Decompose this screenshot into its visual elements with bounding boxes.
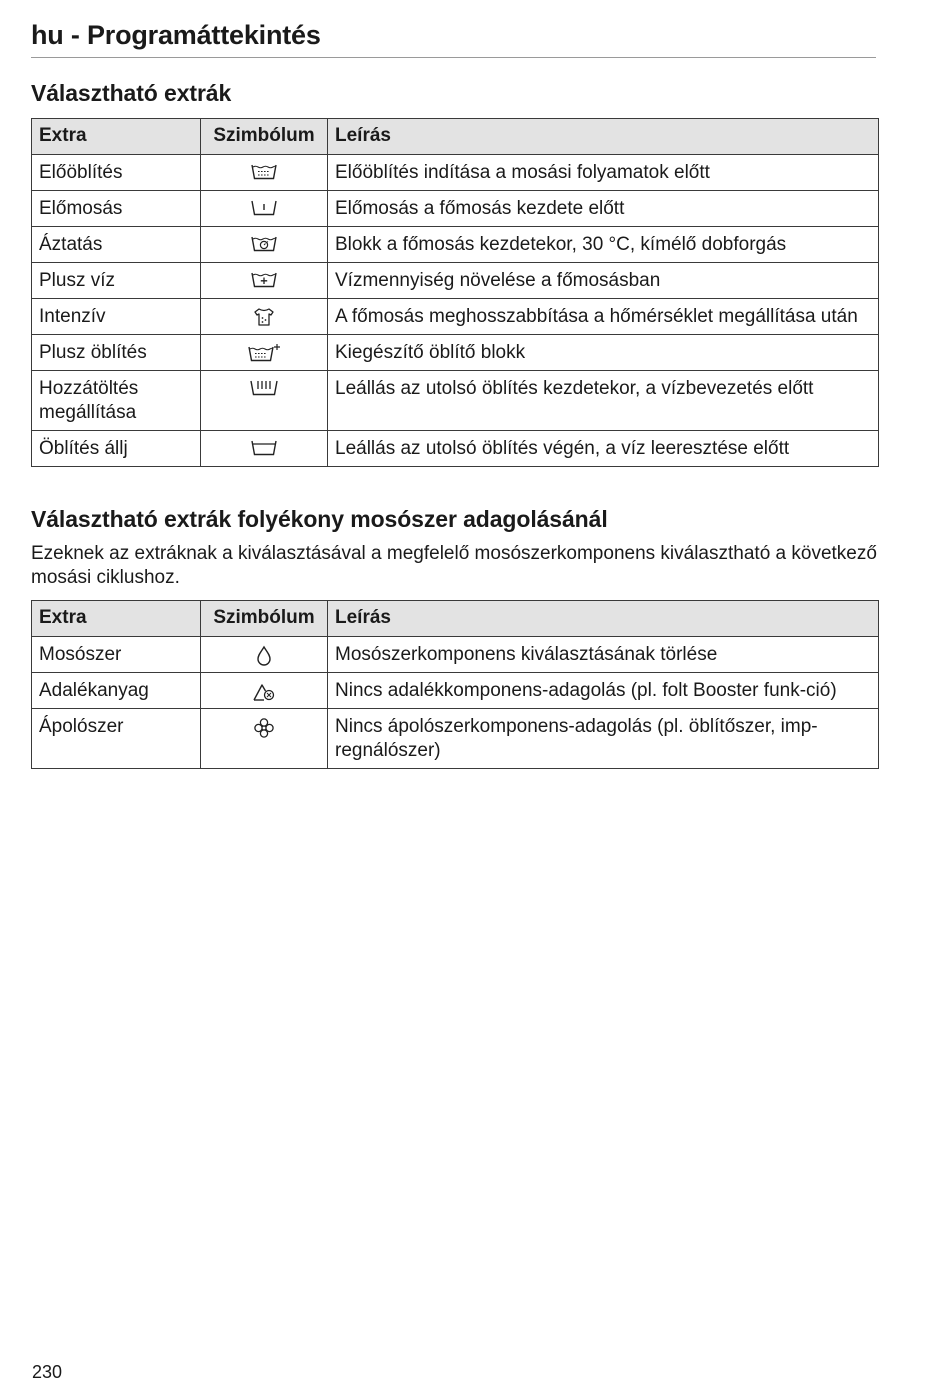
soak-icon xyxy=(250,234,278,255)
extra-description: Nincs ápolószerkomponens-adagolás (pl. öblítőszer, imp-regnálószer) xyxy=(328,709,879,769)
table-row xyxy=(32,335,879,371)
additive-icon xyxy=(250,680,278,701)
table-header-row xyxy=(32,119,879,155)
section-title-extras: Választható extrák xyxy=(31,80,232,106)
extra-description: Leállás az utolsó öblítés végén, a víz leeresztése előtt xyxy=(328,431,879,467)
table-row xyxy=(32,299,879,335)
column-header-description: Leírás xyxy=(328,119,879,155)
prerinse-icon xyxy=(250,162,278,183)
extra-description: Kiegészítő öblítő blokk xyxy=(328,335,879,371)
section-intro: Ezeknek az extráknak a kiválasztásával a megfelelő mosószerkomponens kiválasztható a következő mosási ciklushoz. xyxy=(31,543,877,588)
extra-description: Előöblítés indítása a mosási folyamatok előtt xyxy=(328,155,879,191)
extra-description: Blokk a főmosás kezdetekor, 30 °C, kímélő dobforgás xyxy=(328,227,879,263)
column-header-symbol: Szimbólum xyxy=(201,601,328,637)
extra-name: Intenzív xyxy=(32,299,201,335)
table-row xyxy=(32,227,879,263)
liquid-dosing-table xyxy=(31,600,879,769)
table-row xyxy=(32,263,879,299)
extra-description: Mosószerkomponens kiválasztásának törlése xyxy=(328,637,879,673)
rinse-hold-icon xyxy=(250,438,278,459)
detergent-drop-icon xyxy=(254,644,274,665)
fabric-care-flower-icon xyxy=(253,716,275,737)
table-row xyxy=(32,637,879,673)
table-row xyxy=(32,371,879,431)
extras-table xyxy=(31,118,879,467)
extra-description: Leállás az utolsó öblítés kezdetekor, a vízbevezetés előtt xyxy=(328,371,879,431)
section-title-liquid-dosing: Választható extrák folyékony mosószer adagolásánál xyxy=(31,506,608,532)
column-header-extra: Extra xyxy=(32,601,201,637)
extra-name: Előmosás xyxy=(32,191,201,227)
extra-name: Plusz víz xyxy=(32,263,201,299)
extra-name: Előöblítés xyxy=(32,155,201,191)
extra-water-icon xyxy=(250,270,278,291)
extra-name: Mosószer xyxy=(32,637,201,673)
table-row xyxy=(32,709,879,769)
intensive-icon xyxy=(250,306,278,327)
extra-description: Nincs adalékkomponens-adagolás (pl. folt Booster funk-ció) xyxy=(328,673,879,709)
table-row xyxy=(32,155,879,191)
prewash-icon xyxy=(250,198,278,219)
extra-rinse-icon xyxy=(247,342,281,363)
page-header xyxy=(31,20,876,58)
extra-name: Áztatás xyxy=(32,227,201,263)
column-header-symbol: Szimbólum xyxy=(201,119,328,155)
column-header-description: Leírás xyxy=(328,601,879,637)
column-header-extra: Extra xyxy=(32,119,201,155)
page-number: 230 xyxy=(32,1362,63,1382)
extra-description: A főmosás meghosszabbítása a hőmérséklet megállítása után xyxy=(328,299,879,335)
page-title: hu - Programáttekintés xyxy=(31,20,321,50)
table-header-row xyxy=(32,601,879,637)
extra-name: Hozzátöltés megállítása xyxy=(32,371,201,431)
add-load-stop-icon xyxy=(249,378,279,399)
extra-name: Adalékanyag xyxy=(32,673,201,709)
table-row xyxy=(32,431,879,467)
extra-name: Plusz öblítés xyxy=(32,335,201,371)
extra-description: Vízmennyiség növelése a főmosásban xyxy=(328,263,879,299)
extra-description: Előmosás a főmosás kezdete előtt xyxy=(328,191,879,227)
table-row xyxy=(32,673,879,709)
extra-name: Öblítés állj xyxy=(32,431,201,467)
extra-name: Ápolószer xyxy=(32,709,201,769)
table-row xyxy=(32,191,879,227)
